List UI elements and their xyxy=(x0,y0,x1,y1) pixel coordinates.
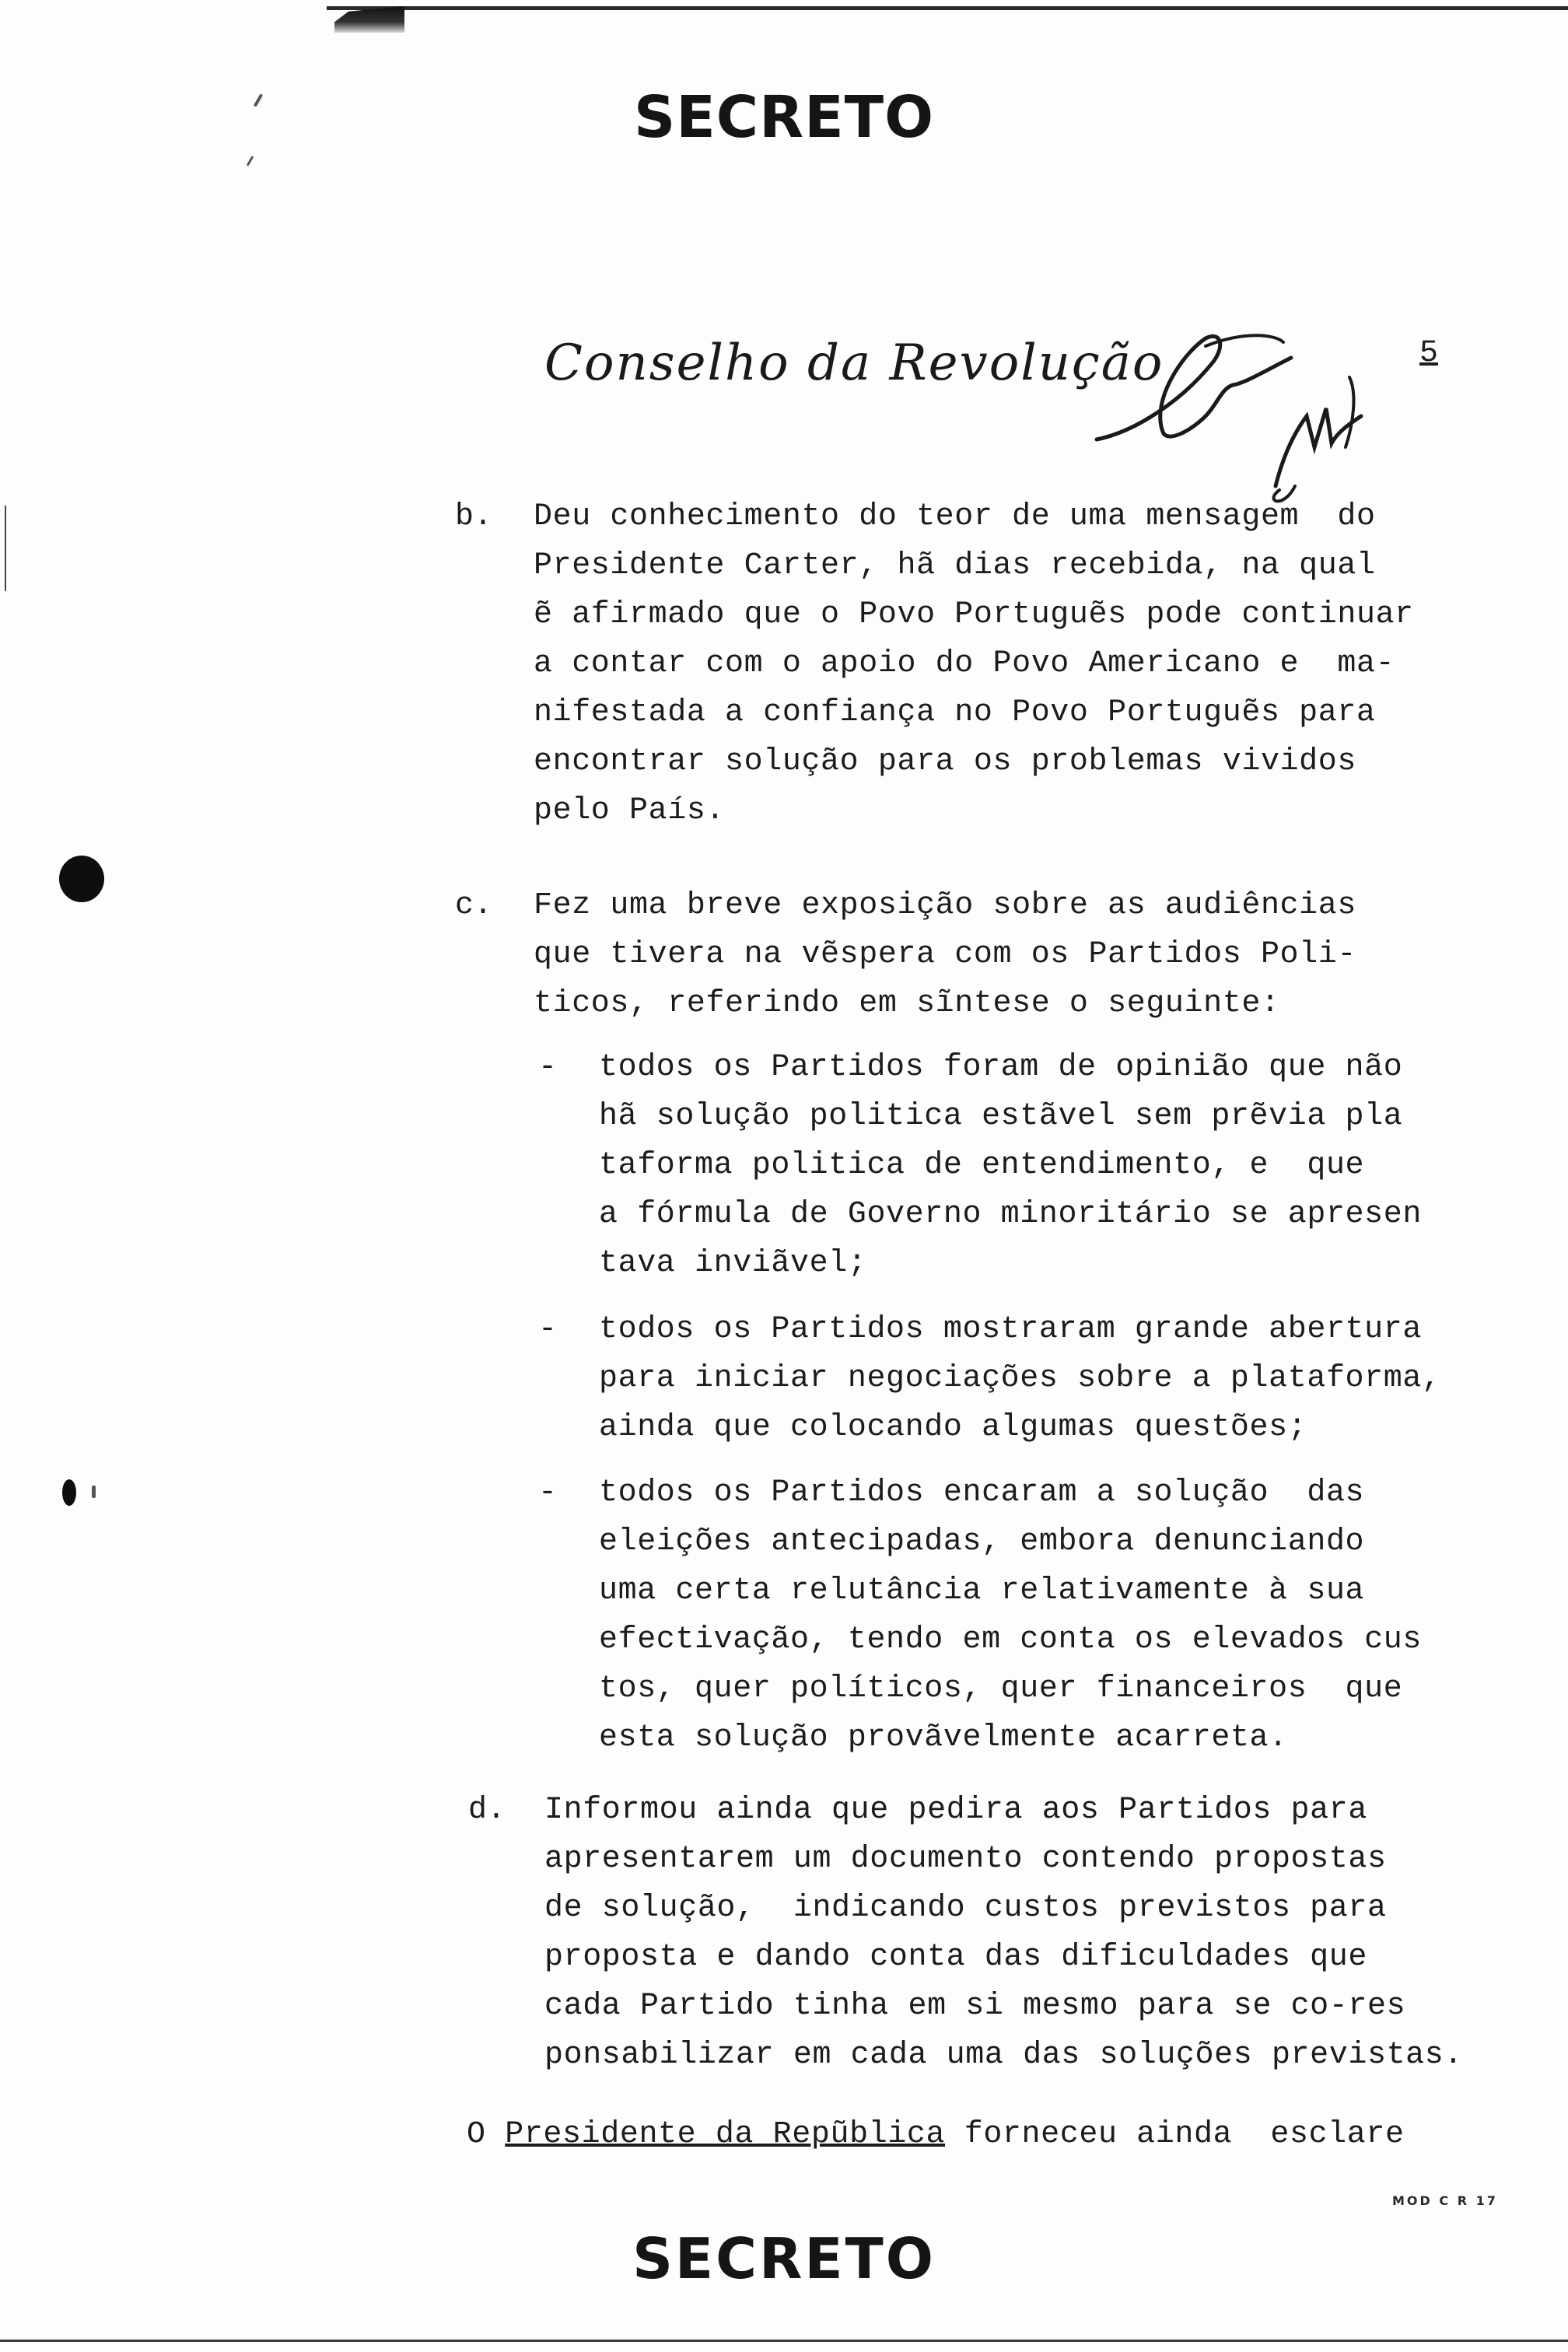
item-d-line: cada Partido tinha em si mesmo para se co-res xyxy=(544,1989,1406,2024)
bullet-marker: - xyxy=(538,1050,558,1085)
closing-president-title: Presidente da Repũblica xyxy=(505,2117,946,2152)
bullet-1-line: todos os Partidos foram de opinião que não xyxy=(599,1050,1403,1085)
item-b-line: Presidente Carter, hã dias recebida, na qual xyxy=(534,548,1376,583)
item-d-line: proposta e dando conta das dificuldades que xyxy=(544,1940,1367,1975)
item-b-line: a contar com o apoio do Povo Americano e ma- xyxy=(534,646,1395,681)
letterhead: Conselho da Revolução xyxy=(544,334,1164,392)
bullet-3-line: uma certa relutância relativamente à sua xyxy=(599,1573,1365,1608)
form-code: MOD C R 17 xyxy=(1392,2193,1498,2208)
item-c-line: ticos, referindo em sĩntese o seguinte: xyxy=(534,986,1280,1021)
closing-line xyxy=(467,2119,1405,2151)
bullet-1-line: tava inviãvel; xyxy=(599,1246,867,1281)
item-b-line: encontrar solução para os problemas vividos xyxy=(534,744,1356,779)
item-b-line: pelo País. xyxy=(534,793,726,828)
bullet-2-line: para iniciar negociações sobre a plataforma, xyxy=(599,1361,1441,1396)
bullet-1-line: taforma politica de entendimento, e que xyxy=(599,1148,1365,1183)
item-d-line: Informou ainda que pedira aos Partidos para xyxy=(544,1793,1367,1828)
closing-suffix: forneceu ainda esclare xyxy=(945,2117,1405,2152)
bullet-3-line: todos os Partidos encaram a solução das xyxy=(599,1475,1365,1510)
closing-prefix: O xyxy=(467,2117,506,2152)
item-d-line: apresentarem um documento contendo propostas xyxy=(544,1842,1387,1877)
item-b-line: nifestada a confiança no Povo Portuguẽs para xyxy=(534,695,1376,730)
signature-initials xyxy=(1089,315,1400,509)
classification-header: SECRETO xyxy=(633,84,935,151)
bullet-3-line: eleições antecipadas, embora denunciando xyxy=(599,1524,1365,1559)
item-b-line: ẽ afirmado que o Povo Portuguẽs pode continuar xyxy=(534,597,1414,632)
bullet-3-line: tos, quer políticos, quer financeiros que xyxy=(599,1671,1403,1706)
bullet-2-line: ainda que colocando algumas questões; xyxy=(599,1410,1307,1445)
item-b-marker: b. xyxy=(455,499,493,534)
top-edge-rule xyxy=(327,6,1568,10)
bullet-marker: - xyxy=(538,1312,558,1347)
page-number: 5 xyxy=(1419,336,1439,371)
item-d-line: de solução, indicando custos previstos para xyxy=(544,1891,1387,1926)
bullet-1-line: a fórmula de Governo minoritário se apresen xyxy=(599,1197,1422,1232)
bullet-2-line: todos os Partidos mostraram grande abertura xyxy=(599,1312,1422,1347)
scan-speck xyxy=(247,156,254,166)
top-edge-smudge xyxy=(334,6,404,33)
item-c-line: Fez uma breve exposição sobre as audiências xyxy=(534,888,1356,923)
bullet-1-line: hã solução politica estãvel sem prẽvia pla xyxy=(599,1099,1403,1134)
item-c-line: que tivera na vẽspera com os Partidos Poli- xyxy=(534,937,1356,972)
scan-speck xyxy=(92,1486,96,1498)
bullet-3-line: efectivação, tendo em conta os elevados cus xyxy=(599,1622,1422,1657)
left-edge-mark xyxy=(5,506,6,591)
classification-footer: SECRETO xyxy=(632,2226,936,2291)
item-b-line: Deu conhecimento do teor de uma mensagem do xyxy=(534,499,1376,534)
punch-hole-mark xyxy=(62,1479,76,1506)
bullet-marker: - xyxy=(538,1475,558,1510)
item-c-marker: c. xyxy=(455,888,493,923)
punch-hole xyxy=(59,856,104,902)
item-d-line: ponsabilizar em cada uma das soluções previstas. xyxy=(544,2038,1463,2073)
bottom-edge-rule xyxy=(0,2340,1568,2342)
bullet-3-line: esta solução provãvelmente acarreta. xyxy=(599,1720,1288,1755)
item-d-marker: d. xyxy=(468,1793,506,1828)
